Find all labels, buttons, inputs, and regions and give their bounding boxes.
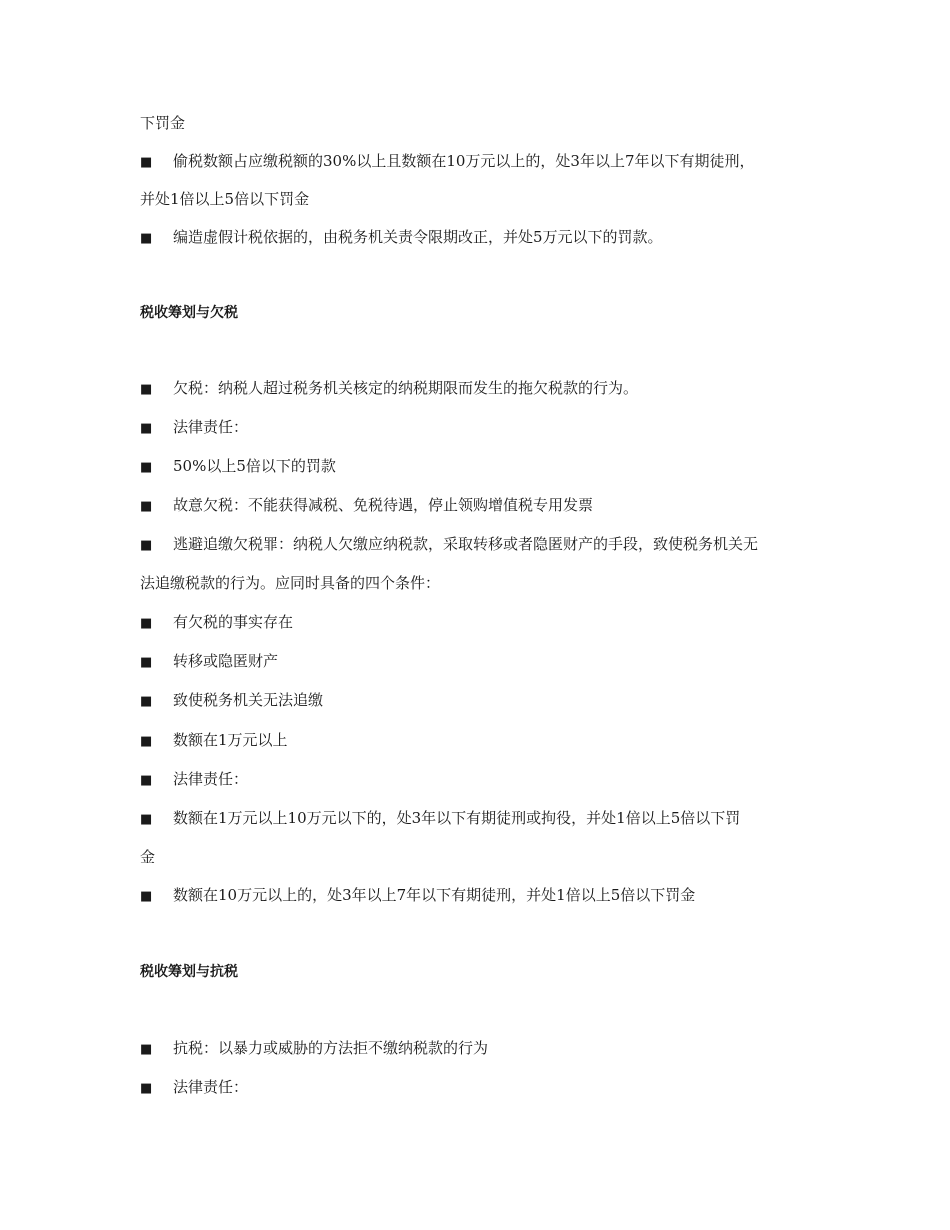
bullet-square-icon: ■ xyxy=(140,499,153,514)
bullet-square-icon: ■ xyxy=(140,812,153,827)
bullet-square-icon: ■ xyxy=(140,231,153,246)
bullet-item xyxy=(140,769,820,791)
text-line xyxy=(140,189,820,209)
bullet-square-icon: ■ xyxy=(140,155,153,170)
bullet-square-icon: ■ xyxy=(140,616,153,631)
bullet-text: 转移或隐匿财产 xyxy=(173,652,279,670)
bullet-text: 法律责任： xyxy=(173,770,249,788)
bullet-square-icon: ■ xyxy=(140,421,153,436)
bullet-item xyxy=(140,456,820,478)
bullet-item xyxy=(140,417,820,439)
text-line xyxy=(140,573,820,593)
text-content: 下罚金 xyxy=(140,114,186,132)
bullet-square-icon: ■ xyxy=(140,773,153,788)
bullet-text: 抗税：以暴力或威胁的方法拒不缴纳税款的行为 xyxy=(173,1039,489,1057)
bullet-item xyxy=(140,151,820,173)
bullet-item xyxy=(140,651,820,673)
bullet-item xyxy=(140,495,820,517)
text-content: 金 xyxy=(140,848,156,866)
text-line xyxy=(140,847,820,867)
bullet-item xyxy=(140,808,820,830)
bullet-square-icon: ■ xyxy=(140,1042,153,1057)
bullet-item xyxy=(140,1038,820,1060)
bullet-text: 数额在10万元以上的，处3年以上7年以下有期徒刑，并处1倍以上5倍以下罚金 xyxy=(173,886,696,904)
bullet-square-icon: ■ xyxy=(140,1081,153,1096)
bullet-text: 数额在1万元以上 xyxy=(173,731,288,749)
text-line xyxy=(140,113,820,133)
bullet-text: 逃避追缴欠税罪：纳税人欠缴应纳税款，采取转移或者隐匿财产的手段，致使税务机关无 xyxy=(173,535,759,553)
bullet-text: 数额在1万元以上10万元以下的，处3年以下有期徒刑或拘役，并处1倍以上5倍以下罚 xyxy=(173,809,741,827)
bullet-text: 故意欠税：不能获得减税、免税待遇，停止领购增值税专用发票 xyxy=(173,496,594,514)
text-content: 法追缴税款的行为。应同时具备的四个条件： xyxy=(140,574,441,592)
bullet-text: 有欠税的事实存在 xyxy=(173,613,294,631)
bullet-square-icon: ■ xyxy=(140,734,153,749)
bullet-text: 欠税：纳税人超过税务机关核定的纳税期限而发生的拖欠税款的行为。 xyxy=(173,379,639,397)
bullet-item xyxy=(140,378,820,400)
bullet-item xyxy=(140,690,820,712)
bullet-item xyxy=(140,612,820,634)
bullet-square-icon: ■ xyxy=(140,694,153,709)
bullet-square-icon: ■ xyxy=(140,382,153,397)
bullet-square-icon: ■ xyxy=(140,460,153,475)
bullet-text: 法律责任： xyxy=(173,418,249,436)
bullet-item xyxy=(140,227,820,249)
bullet-item xyxy=(140,885,820,907)
bullet-item xyxy=(140,1077,820,1099)
bullet-square-icon: ■ xyxy=(140,538,153,553)
bullet-item xyxy=(140,534,820,556)
bullet-text: 致使税务机关无法追缴 xyxy=(173,691,324,709)
section-heading-tax-resistance: 税收筹划与抗税 xyxy=(140,964,238,980)
bullet-item xyxy=(140,730,820,752)
bullet-text: 50%以上5倍以下的罚款 xyxy=(173,457,336,475)
bullet-text: 偷税数额占应缴税额的30%以上且数额在10万元以上的，处3年以上7年以下有期徒刑， xyxy=(173,152,755,170)
section-heading-arrears: 税收筹划与欠税 xyxy=(140,305,238,321)
text-content: 并处1倍以上5倍以下罚金 xyxy=(140,190,310,208)
bullet-text: 法律责任： xyxy=(173,1078,249,1096)
bullet-square-icon: ■ xyxy=(140,889,153,904)
bullet-square-icon: ■ xyxy=(140,655,153,670)
bullet-text: 编造虚假计税依据的，由税务机关责令限期改正，并处5万元以下的罚款。 xyxy=(173,228,663,246)
